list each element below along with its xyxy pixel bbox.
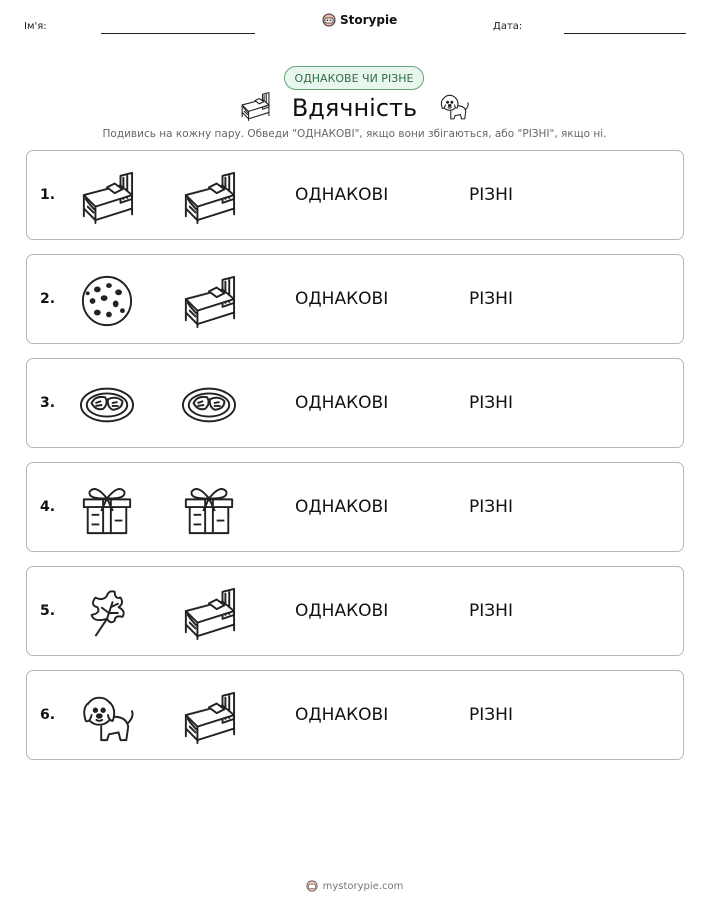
option-same[interactable]: ОДНАКОВІ	[295, 601, 389, 621]
footer	[0, 880, 709, 892]
plate-icon	[180, 378, 238, 432]
leaf-icon	[78, 586, 136, 640]
title-row	[0, 91, 709, 125]
page-title: Вдячність	[291, 94, 418, 122]
option-same[interactable]: ОДНАКОВІ	[295, 497, 389, 517]
question-row	[26, 670, 684, 760]
storypie-logo-icon	[322, 13, 336, 27]
option-different[interactable]: РІЗНІ	[469, 497, 513, 517]
option-same[interactable]: ОДНАКОВІ	[295, 289, 389, 309]
brand-name: Storypie	[340, 13, 398, 27]
date-label: Дата:	[493, 21, 523, 32]
option-different[interactable]: РІЗНІ	[469, 185, 513, 205]
name-line[interactable]	[101, 33, 255, 34]
question-row	[26, 254, 684, 344]
gift-icon	[78, 482, 136, 536]
bed-icon	[180, 586, 238, 640]
question-row	[26, 462, 684, 552]
question-row	[26, 150, 684, 240]
date-line[interactable]	[564, 33, 686, 34]
option-same[interactable]: ОДНАКОВІ	[295, 393, 389, 413]
name-label: Ім'я:	[24, 21, 47, 32]
puppy-icon	[78, 690, 136, 744]
footer-url[interactable]: mystorypie.com	[322, 880, 404, 892]
title-bed-icon	[238, 91, 272, 125]
option-different[interactable]: РІЗНІ	[469, 601, 513, 621]
option-same[interactable]: ОДНАКОВІ	[295, 705, 389, 725]
title-puppy-icon	[437, 91, 471, 125]
question-number: 4.	[40, 499, 56, 515]
question-row	[26, 566, 684, 656]
storypie-logo-icon	[306, 880, 318, 892]
bed-icon	[180, 274, 238, 328]
option-different[interactable]: РІЗНІ	[469, 393, 513, 413]
bed-icon	[180, 690, 238, 744]
question-row	[26, 358, 684, 448]
question-number: 2.	[40, 291, 56, 307]
option-different[interactable]: РІЗНІ	[469, 705, 513, 725]
instructions: Подивись на кожну пару. Обведи "ОДНАКОВІ", якщо вони збігаються, або "РІЗНІ", якщо ні.	[102, 128, 607, 140]
question-number: 1.	[40, 187, 56, 203]
option-same[interactable]: ОДНАКОВІ	[295, 185, 389, 205]
question-number: 6.	[40, 707, 56, 723]
option-different[interactable]: РІЗНІ	[469, 289, 513, 309]
cookie-icon	[78, 274, 136, 328]
bed-icon	[180, 170, 238, 224]
plate-icon	[78, 378, 136, 432]
worksheet-type-badge: ОДНАКОВЕ ЧИ РІЗНЕ	[284, 66, 424, 90]
question-number: 3.	[40, 395, 56, 411]
question-number: 5.	[40, 603, 56, 619]
gift-icon	[180, 482, 238, 536]
bed-icon	[78, 170, 136, 224]
brand-logo	[322, 13, 397, 27]
